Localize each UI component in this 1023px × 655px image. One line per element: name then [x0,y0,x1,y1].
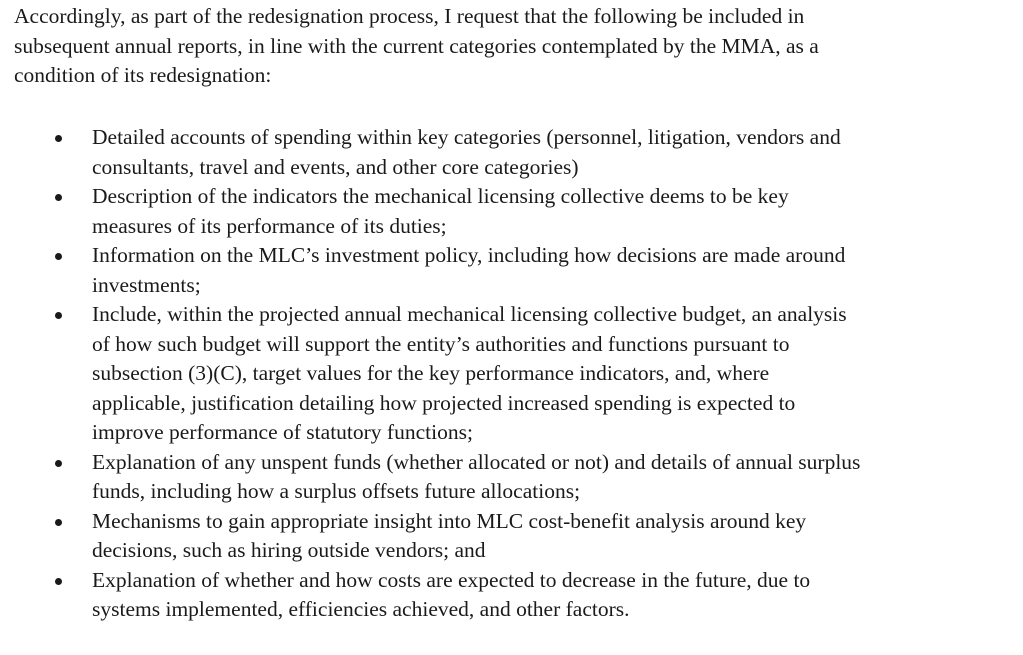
intro-paragraph [14,2,1014,91]
list-item [0,300,1023,448]
list-item-line: applicable, justification detailing how projected increased spending is expected to [92,390,796,415]
list-item-line: of how such budget will support the entity’s authorities and functions pursuant to [92,331,790,356]
bullet-icon [55,460,62,467]
bullet-icon [55,312,62,319]
list-item-line: Description of the indicators the mechanical licensing collective deems to be key [92,184,789,208]
bullet-icon [55,194,62,201]
list-item-line: measures of its performance of its duties; [92,213,447,238]
list-item-line: Include, within the projected annual mechanical licensing collective budget, an analysis [92,302,847,326]
intro-line: condition of its redesignation: [14,63,272,87]
list-item-line: investments; [92,272,201,297]
list-item-line: improve performance of statutory functions; [92,420,473,444]
list-item [0,123,1023,182]
list-item-text [92,300,1023,448]
list-item-line: Mechanisms to gain appropriate insight into MLC cost-benefit analysis around key [92,508,807,533]
list-item-text [92,241,1023,300]
list-item-text [92,507,1023,566]
list-item-line: funds, including how a surplus offsets future allocations; [92,479,581,503]
list-item [0,241,1023,300]
list-item-text [92,448,1023,507]
list-item-line: systems implemented, efficiencies achieved, and other factors. [92,597,630,621]
list-item-text [92,566,1023,625]
list-item [0,448,1023,507]
list-item-line: Detailed accounts of spending within key categories (personnel, litigation, vendors and [92,125,841,149]
requirements-list [0,123,1023,625]
list-item-line: Information on the MLC’s investment policy, including how decisions are made around [92,243,846,267]
list-item-text [92,182,1023,241]
list-item [0,507,1023,566]
intro-line: Accordingly, as part of the redesignation process, I request that the following be included in [14,4,805,28]
list-item [0,566,1023,625]
bullet-icon [55,135,62,142]
list-item-line: subsection (3)(C), target values for the key performance indicators, and, where [92,361,770,385]
bullet-icon [55,519,62,526]
list-item-line: Explanation of whether and how costs are expected to decrease in the future, due to [92,567,811,592]
list-item-line: consultants, travel and events, and other core categories) [92,154,579,179]
list-item-text [92,123,1023,182]
bullet-icon [55,578,62,585]
list-item-line: decisions, such as hiring outside vendors; and [92,538,486,562]
intro-line: subsequent annual reports, in line with the current categories contemplated by the MMA, as a [14,33,819,58]
list-item-line: Explanation of any unspent funds (whether allocated or not) and details of annual surplus [92,449,861,474]
list-item [0,182,1023,241]
bullet-icon [55,253,62,260]
